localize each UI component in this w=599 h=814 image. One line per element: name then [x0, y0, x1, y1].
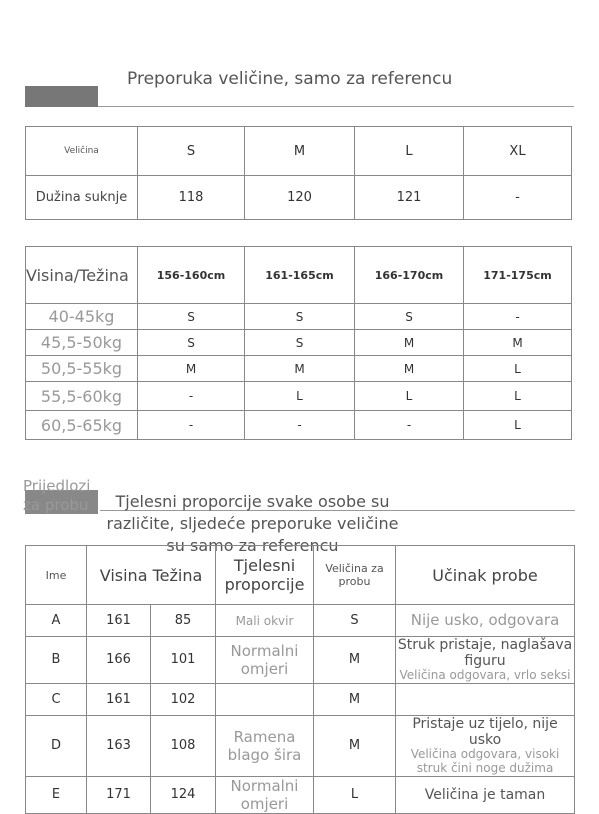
height-header-cell: 166-170cm [355, 247, 464, 304]
proportion-header: Tjelesni proporcije [216, 546, 314, 605]
person-trial-size: L [314, 776, 396, 813]
person-weight: 85 [151, 605, 216, 637]
size-cell: - [355, 411, 464, 440]
person-height: 161 [87, 683, 151, 715]
size-header-cell: S [138, 127, 245, 176]
effect-main-text: Struk pristaje, naglašava figuru [397, 637, 573, 670]
size-cell: - [245, 411, 355, 440]
table-row [26, 411, 572, 440]
size-header-cell: L [355, 127, 464, 176]
title-accent-block [25, 86, 98, 107]
person-height: 163 [87, 715, 151, 776]
skirt-length-row [26, 176, 572, 220]
person-proportion: Normalni omjeri [216, 776, 314, 813]
person-height: 166 [87, 637, 151, 684]
skirt-length-cell: - [464, 176, 572, 220]
skirt-length-cell: 120 [245, 176, 355, 220]
table-row [26, 605, 575, 637]
size-cell: L [245, 382, 355, 411]
person-effect [396, 715, 575, 776]
size-cell: - [138, 382, 245, 411]
table-row [26, 637, 575, 684]
size-cell: M [245, 356, 355, 382]
person-name: D [26, 715, 87, 776]
height-header-row [26, 247, 572, 304]
size-cell: S [245, 304, 355, 330]
person-weight: 124 [151, 776, 216, 813]
person-weight: 102 [151, 683, 216, 715]
size-cell: M [138, 356, 245, 382]
size-cell: S [138, 330, 245, 356]
height-header-cell: 161-165cm [245, 247, 355, 304]
person-effect [396, 637, 575, 684]
person-trial-size: S [314, 605, 396, 637]
suggestions-note: Tjelesni proporcije svake osobe su različite, sljedeće preporuke veličine su samo za referencu [106, 492, 399, 555]
table-row [26, 356, 572, 382]
person-name: A [26, 605, 87, 637]
person-proportion: Mali okvir [216, 605, 314, 637]
size-cell: M [355, 330, 464, 356]
person-height: 171 [87, 776, 151, 813]
table-row [26, 382, 572, 411]
table-row [26, 683, 575, 715]
size-cell: L [355, 382, 464, 411]
size-cell: M [464, 330, 572, 356]
effect-main-text: Veličina je taman [424, 786, 546, 803]
person-trial-size: M [314, 715, 396, 776]
person-proportion: Ramena blago šira [216, 715, 314, 776]
size-cell: L [464, 382, 572, 411]
size-cell: M [355, 356, 464, 382]
size-cell: S [138, 304, 245, 330]
person-trial-size: M [314, 683, 396, 715]
effect-header: Učinak probe [396, 546, 575, 605]
table-row [26, 304, 572, 330]
skirt-length-cell: 121 [355, 176, 464, 220]
person-name: C [26, 683, 87, 715]
height-header-cell: 171-175cm [464, 247, 572, 304]
size-cell: L [464, 411, 572, 440]
person-effect [396, 683, 575, 715]
weight-label: 50,5-55kg [26, 356, 138, 382]
trial-size-header: Veličina za probu [314, 546, 396, 605]
size-header-cell: M [245, 127, 355, 176]
weight-label: 60,5-65kg [26, 411, 138, 440]
person-proportion [216, 683, 314, 715]
skirt-length-cell: 118 [138, 176, 245, 220]
height-header-cell: 156-160cm [138, 247, 245, 304]
trial-fit-table [25, 545, 575, 814]
size-header-row [26, 127, 572, 176]
weight-label: 45,5-50kg [26, 330, 138, 356]
effect-main-text: Pristaje uz tijelo, nije usko [412, 715, 558, 749]
person-weight: 108 [151, 715, 216, 776]
person-name: E [26, 776, 87, 813]
title-divider [98, 106, 574, 107]
table-row [26, 330, 572, 356]
size-header-cell: XL [464, 127, 572, 176]
person-height: 161 [87, 605, 151, 637]
size-cell: S [355, 304, 464, 330]
weight-label: 55,5-60kg [26, 382, 138, 411]
size-cell: S [245, 330, 355, 356]
skirt-length-label: Dužina suknje [26, 176, 138, 220]
height-weight-corner-label: Visina/Težina [26, 247, 138, 304]
size-cell: L [464, 356, 572, 382]
person-weight: 101 [151, 637, 216, 684]
suggestions-label: Prijedlozi za probu [23, 477, 91, 514]
person-effect [396, 605, 575, 637]
table-row [26, 776, 575, 813]
effect-main-text: Nije usko, odgovara [410, 610, 560, 629]
size-recommendation-title: Preporuka veličine, samo za referencu [127, 69, 453, 89]
weight-label: 40-45kg [26, 304, 138, 330]
name-header: Ime [26, 546, 87, 605]
trial-header-row [26, 546, 575, 605]
person-proportion: Normalni omjeri [216, 637, 314, 684]
person-effect [396, 776, 575, 813]
size-header-label: Veličina [26, 127, 138, 176]
person-name: B [26, 637, 87, 684]
height-weight-header: Visina Težina [87, 546, 216, 605]
size-cell: - [138, 411, 245, 440]
height-weight-table [25, 246, 572, 440]
table-row [26, 715, 575, 776]
skirt-length-table [25, 126, 572, 220]
size-cell: - [464, 304, 572, 330]
person-trial-size: M [314, 637, 396, 684]
effect-sub-text: Veličina odgovara, vrlo seksi [399, 668, 571, 683]
effect-sub-text: Veličina odgovara, visoki struk čini noge dužima [410, 747, 560, 775]
